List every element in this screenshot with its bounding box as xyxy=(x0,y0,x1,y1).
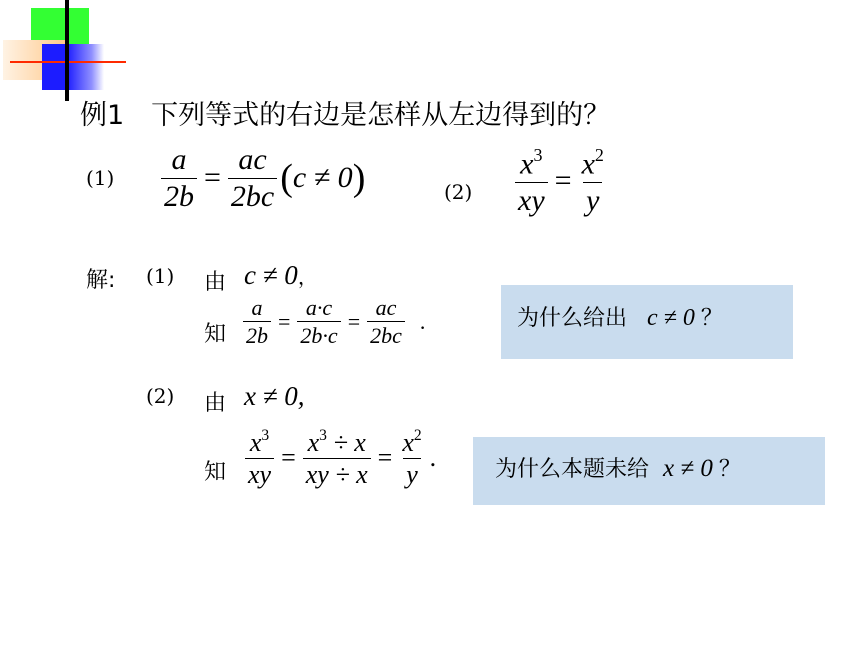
callout-2-question-mark: ？ xyxy=(718,457,741,482)
solution-2-zhi: 知 xyxy=(204,460,227,485)
problem-2-label: (2) xyxy=(444,180,473,204)
s1-fraction-3 xyxy=(367,296,405,347)
solution-2-you: 由 xyxy=(204,391,227,416)
s2-f1-denominator: xy xyxy=(245,458,274,488)
s2-period: . xyxy=(429,443,437,473)
eq1-rhs-fraction xyxy=(228,144,277,212)
eq2-rhs-numerator-base: x xyxy=(581,147,595,181)
solution-1-you: 由 xyxy=(204,270,227,295)
deco-blue-square xyxy=(42,44,104,90)
s1-f2-denominator: 2b·c xyxy=(297,321,340,347)
eq1-rhs-numerator: ac xyxy=(238,143,267,176)
solution-1-zhi: 知 xyxy=(204,322,227,347)
solution-label: 解: xyxy=(86,268,116,293)
eq2-lhs-denominator: xy xyxy=(515,182,548,217)
s2-fraction-3 xyxy=(399,428,424,489)
solution-1-condition-math: c ≠ 0 xyxy=(244,260,298,290)
eq2-rhs-numerator-exponent: 2 xyxy=(594,145,604,165)
solution-1-label: (1) xyxy=(146,264,175,288)
callout-1-math: c ≠ 0 xyxy=(647,305,695,331)
eq2-rhs-fraction xyxy=(579,146,607,217)
callout-why-c-nonzero xyxy=(501,285,793,359)
callout-1-text: 为什么给出 xyxy=(517,306,628,331)
s2-f1-numerator-base: x xyxy=(249,427,262,457)
s2-f3-numerator-exponent: 2 xyxy=(413,427,422,444)
example-title: 例1 下列等式的右边是怎样从左边得到的？ xyxy=(80,100,611,131)
solution-2-condition: x ≠ 0, xyxy=(244,381,305,411)
s2-f1-numerator-exponent: 3 xyxy=(261,427,270,444)
s1-period: . xyxy=(419,308,426,334)
problem-1-equation: $\frac{a}{2b}$ = $\frac{ac}{2bc}$ ( c ≠ 0 ) xyxy=(158,144,365,212)
s1-f3-numerator: ac xyxy=(375,295,397,320)
eq2-lhs-fraction xyxy=(515,146,548,217)
s2-fraction-1 xyxy=(245,428,274,489)
callout-2-math: x ≠ 0 xyxy=(663,455,713,482)
eq2-lhs-numerator-exponent: 3 xyxy=(533,145,543,165)
s2-fraction-2 xyxy=(303,428,371,489)
s1-f3-denominator: 2bc xyxy=(367,321,405,347)
solution-1-condition xyxy=(244,260,318,291)
problem-1-label: (1) xyxy=(86,166,115,190)
s2-f2-numerator-exponent: 3 xyxy=(319,427,327,444)
eq1-lhs-denominator: 2b xyxy=(161,178,197,213)
eq1-lhs-fraction xyxy=(161,144,197,212)
s1-fraction-1 xyxy=(243,296,271,347)
deco-black-vertical-line xyxy=(65,0,69,101)
s2-f2-denominator: xy ÷ x xyxy=(303,458,371,488)
solution-2-label: (2) xyxy=(146,384,175,408)
callout-2-text: 为什么本题未给 xyxy=(495,457,650,482)
solution-1-equation: $\frac{a}{2b}$ = $\frac{a\cdot c}{2b\cdot c}$ = $\frac{ac}{2bc}$ . xyxy=(240,296,425,347)
s1-f1-denominator: 2b xyxy=(243,321,271,347)
eq1-rhs-denominator: 2bc xyxy=(228,178,277,213)
callout-why-x-not-given xyxy=(473,437,825,505)
s1-f1-numerator: a xyxy=(251,295,263,320)
s2-f3-denominator: y xyxy=(403,458,421,488)
problem-2-equation: $\frac{x^3}{xy}$ = $\frac{x^2}{y}$ xyxy=(512,146,610,217)
solution-1-comma: ， xyxy=(297,265,318,289)
eq1-close-paren: ) xyxy=(352,157,366,199)
eq1-open-paren: ( xyxy=(280,157,293,199)
eq2-rhs-denominator: y xyxy=(583,182,602,217)
eq2-lhs-numerator-base: x xyxy=(520,147,534,181)
s2-f2-numerator-base: x xyxy=(307,427,320,457)
s2-f3-numerator-base: x xyxy=(402,427,414,457)
callout-1-question-mark: ？ xyxy=(700,306,723,331)
s1-f2-numerator: a·c xyxy=(305,295,333,320)
s1-fraction-2 xyxy=(297,296,340,347)
solution-2-equation: $\frac{x^3}{xy}$ = $\frac{x^3 \div x}{xy \div x}$ = $\frac{x^2}{y}$ . xyxy=(242,428,436,489)
eq1-condition: c ≠ 0 xyxy=(292,161,353,194)
s2-f2-numerator-rest: ÷ x xyxy=(326,427,366,457)
eq1-lhs-numerator: a xyxy=(171,143,187,176)
